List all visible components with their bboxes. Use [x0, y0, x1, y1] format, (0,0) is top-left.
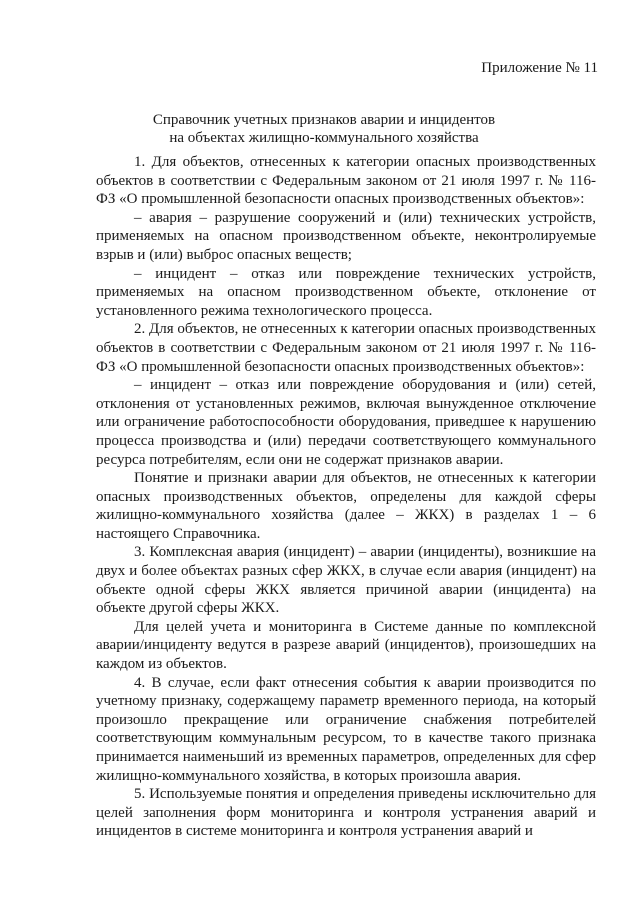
document-body — [96, 153, 596, 841]
paragraph-5: – инцидент – отказ или повреждение оборудования и (или) сетей, отклонения от установленных режимов, включая вынужденное отключение или ограничение работоспособности оборудования, приведшее к нарушению процесса производства и (или) передачи соответствующего коммунального ресурса потребителям, если они не содержат признаков аварии. — [96, 377, 596, 468]
paragraph-9: 4. В случае, если факт отнесения события к аварии производится по учетному признаку, содержащему параметр временного периода, на который произошло прекращение или ограничение снабжения потребителей соответствующим коммунальным ресурсом, то в качестве такого признака принимается наименьший из временных параметров, определенных для сфер жилищно-коммунального хозяйства, в которых произошла авария. — [96, 674, 596, 784]
paragraph-7: 3. Комплексная авария (инцидент) – аварии (инциденты), возникшие на двух и более объектах разных сфер ЖКХ, в случае если авария (инцидент) на объекте одной сферы ЖКХ является причиной аварии (инцидента) на объекте другой сферы ЖКХ. — [96, 544, 596, 617]
paragraph-3: – инцидент – отказ или повреждение технических устройств, применяемых на опасном производственном объекте, отклонение от установленного режима технологического процесса. — [96, 265, 596, 319]
title-line-2: на объектах жилищно-коммунального хозяйства — [169, 130, 479, 146]
paragraph-4: 2. Для объектов, не отнесенных к категории опасных производственных объектов в соответствии с Федеральным законом от 21 июля 1997 г. № 116-ФЗ «О промышленной безопасности опасных производственных объектов»: — [96, 321, 596, 375]
paragraph-1: 1. Для объектов, отнесенных к категории опасных производственных объектов в соответствии с Федеральным законом от 21 июля 1997 г. № 116-ФЗ «О промышленной безопасности опасных производственных объектов»: — [96, 154, 596, 208]
paragraph-2: – авария – разрушение сооружений и (или) технических устройств, применяемых на опасном производственном объекте, неконтролируемые взрыв и (или) выброс опасных веществ; — [96, 209, 596, 263]
paragraph-8: Для целей учета и мониторинга в Системе данные по комплексной аварии/инциденту ведутся в разрезе аварий (инцидентов), произошедших на каждом из объектов. — [96, 618, 596, 673]
appendix-label: Приложение № 11 — [481, 60, 598, 76]
title-line-1: Справочник учетных признаков аварии и инцидентов — [152, 112, 496, 128]
paragraph-10: 5. Используемые понятия и определения приведены исключительно для целей заполнения форм мониторинга и контроля устранения аварий и инцидентов в системе мониторинга и контроля устранения аварий и — [96, 786, 596, 840]
paragraph-6: Понятие и признаки аварии для объектов, не отнесенных к категории опасных производственных объектов, определены для каждой сферы жилищно-коммунального хозяйства (далее – ЖКХ) в разделах 1 – 6 настоящего Справочника. — [96, 470, 596, 542]
document-title — [96, 111, 552, 147]
